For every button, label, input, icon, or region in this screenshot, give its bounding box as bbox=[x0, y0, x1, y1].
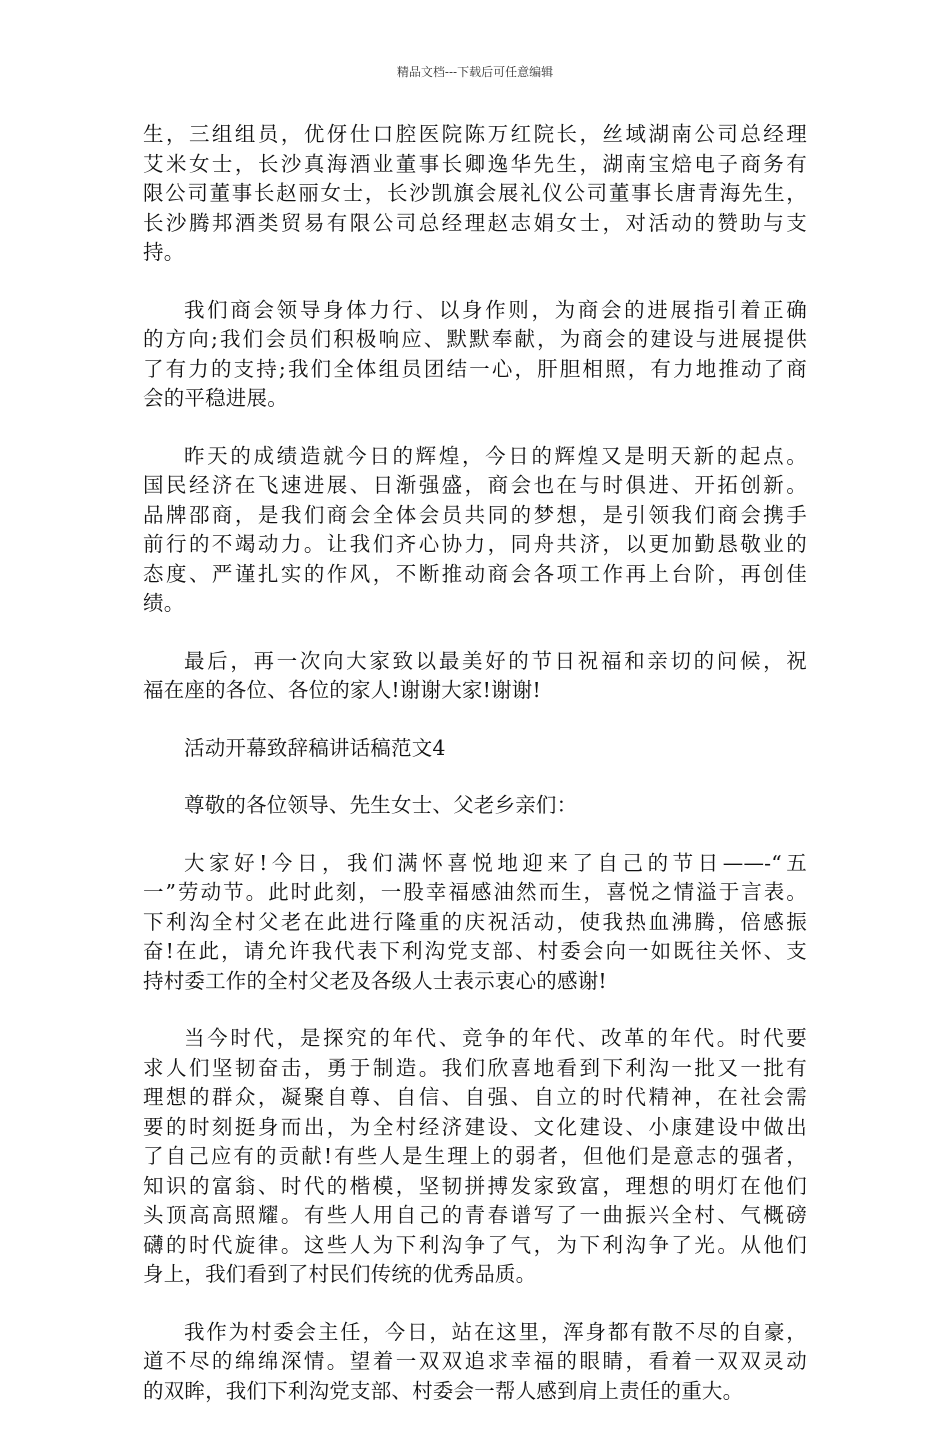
paragraph-line: 我作为村委会主任，今日，站在这里，浑身都有散不尽的自豪， bbox=[184, 1319, 807, 1344]
paragraph bbox=[143, 734, 807, 764]
paragraph-line: 礴的时代旋律。这些人为下利沟争了气，为下利沟争了光。从他们 bbox=[143, 1232, 807, 1257]
paragraph-line: 昨天的成绩造就今日的辉煌，今日的辉煌又是明天新的起点。 bbox=[184, 443, 807, 468]
paragraph-line: 尊敬的各位领导、先生女士、父老乡亲们： bbox=[184, 793, 578, 817]
paragraph-line: 会的平稳进展。 bbox=[143, 386, 288, 410]
paragraph bbox=[143, 849, 807, 997]
paragraph bbox=[143, 296, 807, 414]
paragraph-line: 艾米女士，长沙真海酒业董事长卿逸华先生，湖南宝焙电子商务有 bbox=[143, 151, 807, 176]
paragraph-line: 绩。 bbox=[143, 591, 185, 615]
paragraph-line: 要的时刻挺身而出，为全村经济建设、文化建设、小康建设中做出 bbox=[143, 1114, 807, 1139]
paragraph-line: 长沙腾邦酒类贸易有限公司总经理赵志娟女士，对活动的赞助与支 bbox=[143, 210, 807, 235]
paragraph-line: 的方向;我们会员们积极响应、默默奉献，为商会的建设与进展提供 bbox=[143, 327, 807, 351]
paragraph-line: 大家好!今日，我们满怀喜悦地迎来了自己的节日——-“五 bbox=[184, 850, 807, 875]
paragraph-line: 了有力的支持;我们全体组员团结一心，肝胆相照，有力地推动了商 bbox=[143, 356, 807, 381]
paragraph bbox=[143, 442, 807, 619]
paragraph-line: 理想的群众，凝聚自尊、自信、自强、自立的时代精神，在社会需 bbox=[143, 1085, 807, 1109]
paragraph-line: 的双眸，我们下利沟党支部、村委会一帮人感到肩上责任的重大。 bbox=[143, 1378, 744, 1403]
paragraph-line: 生，三组组员，优伢仕口腔医院陈万红院长，丝域湖南公司总经理 bbox=[143, 122, 807, 146]
paragraph bbox=[143, 120, 807, 268]
paragraph-line: 一”劳动节。此时此刻，一股幸福感油然而生，喜悦之情溢于言表。 bbox=[143, 880, 807, 904]
paragraph bbox=[143, 1318, 807, 1407]
paragraph-line: 福在座的各位、各位的家人!谢谢大家!谢谢! bbox=[143, 678, 541, 702]
paragraph-line: 前行的不竭动力。让我们齐心协力，同舟共济，以更加勤恳敬业的 bbox=[143, 532, 807, 556]
paragraph-line: 头顶高高照耀。有些人用自己的青春谱写了一曲振兴全村、气概磅 bbox=[143, 1203, 807, 1227]
paragraph-line: 了自己应有的贡献!有些人是生理上的弱者，但他们是意志的强者， bbox=[143, 1144, 807, 1168]
paragraph-line: 知识的富翁、时代的楷模，坚韧拼搏发家致富，理想的明灯在他们 bbox=[143, 1173, 807, 1198]
paragraph-line: 求人们坚韧奋击，勇于制造。我们欣喜地看到下利沟一批又一批有 bbox=[143, 1055, 807, 1080]
paragraph-line: 活动开幕致辞稿讲话稿范文4 bbox=[184, 735, 446, 760]
paragraph-line: 道不尽的绵绵深情。望着一双双追求幸福的眼睛，看着一双双灵动 bbox=[143, 1349, 807, 1373]
paragraph-line: 限公司董事长赵丽女士，长沙凯旗会展礼仪公司董事长唐青海先生， bbox=[143, 181, 807, 205]
paragraph-line: 态度、严谨扎实的作风，不断推动商会各项工作再上台阶，再创佳 bbox=[143, 561, 807, 586]
paragraph bbox=[143, 791, 807, 821]
paragraph-line: 最后，再一次向大家致以最美好的节日祝福和亲切的问候，祝 bbox=[184, 648, 807, 673]
paragraph-line: 持村委工作的全村父老及各级人士表示衷心的感谢! bbox=[143, 968, 607, 993]
paragraph-line: 当今时代，是探究的年代、竞争的年代、改革的年代。时代要 bbox=[184, 1026, 807, 1050]
page-header: 精品文档---下载后可任意编辑 bbox=[396, 65, 554, 79]
paragraph-line: 下利沟全村父老在此进行隆重的庆祝活动，使我热血沸腾，倍感振 bbox=[143, 909, 807, 934]
paragraph-line: 身上，我们看到了村民们传统的优秀品质。 bbox=[143, 1262, 537, 1286]
paragraph-line: 品牌邵商，是我们商会全体会员共同的梦想，是引领我们商会携手 bbox=[143, 502, 807, 527]
paragraph-line: 奋!在此，请允许我代表下利沟党支部、村委会向一如既往关怀、支 bbox=[143, 939, 807, 963]
paragraph bbox=[143, 1024, 807, 1290]
document-body bbox=[143, 120, 807, 1434]
paragraph-line: 我们商会领导身体力行、以身作则，为商会的进展指引着正确 bbox=[184, 297, 807, 322]
paragraph-line: 国民经济在飞速进展、日渐强盛，商会也在与时俱进、开拓创新。 bbox=[143, 473, 807, 497]
paragraph-line: 持。 bbox=[143, 240, 185, 264]
paragraph bbox=[143, 647, 807, 706]
